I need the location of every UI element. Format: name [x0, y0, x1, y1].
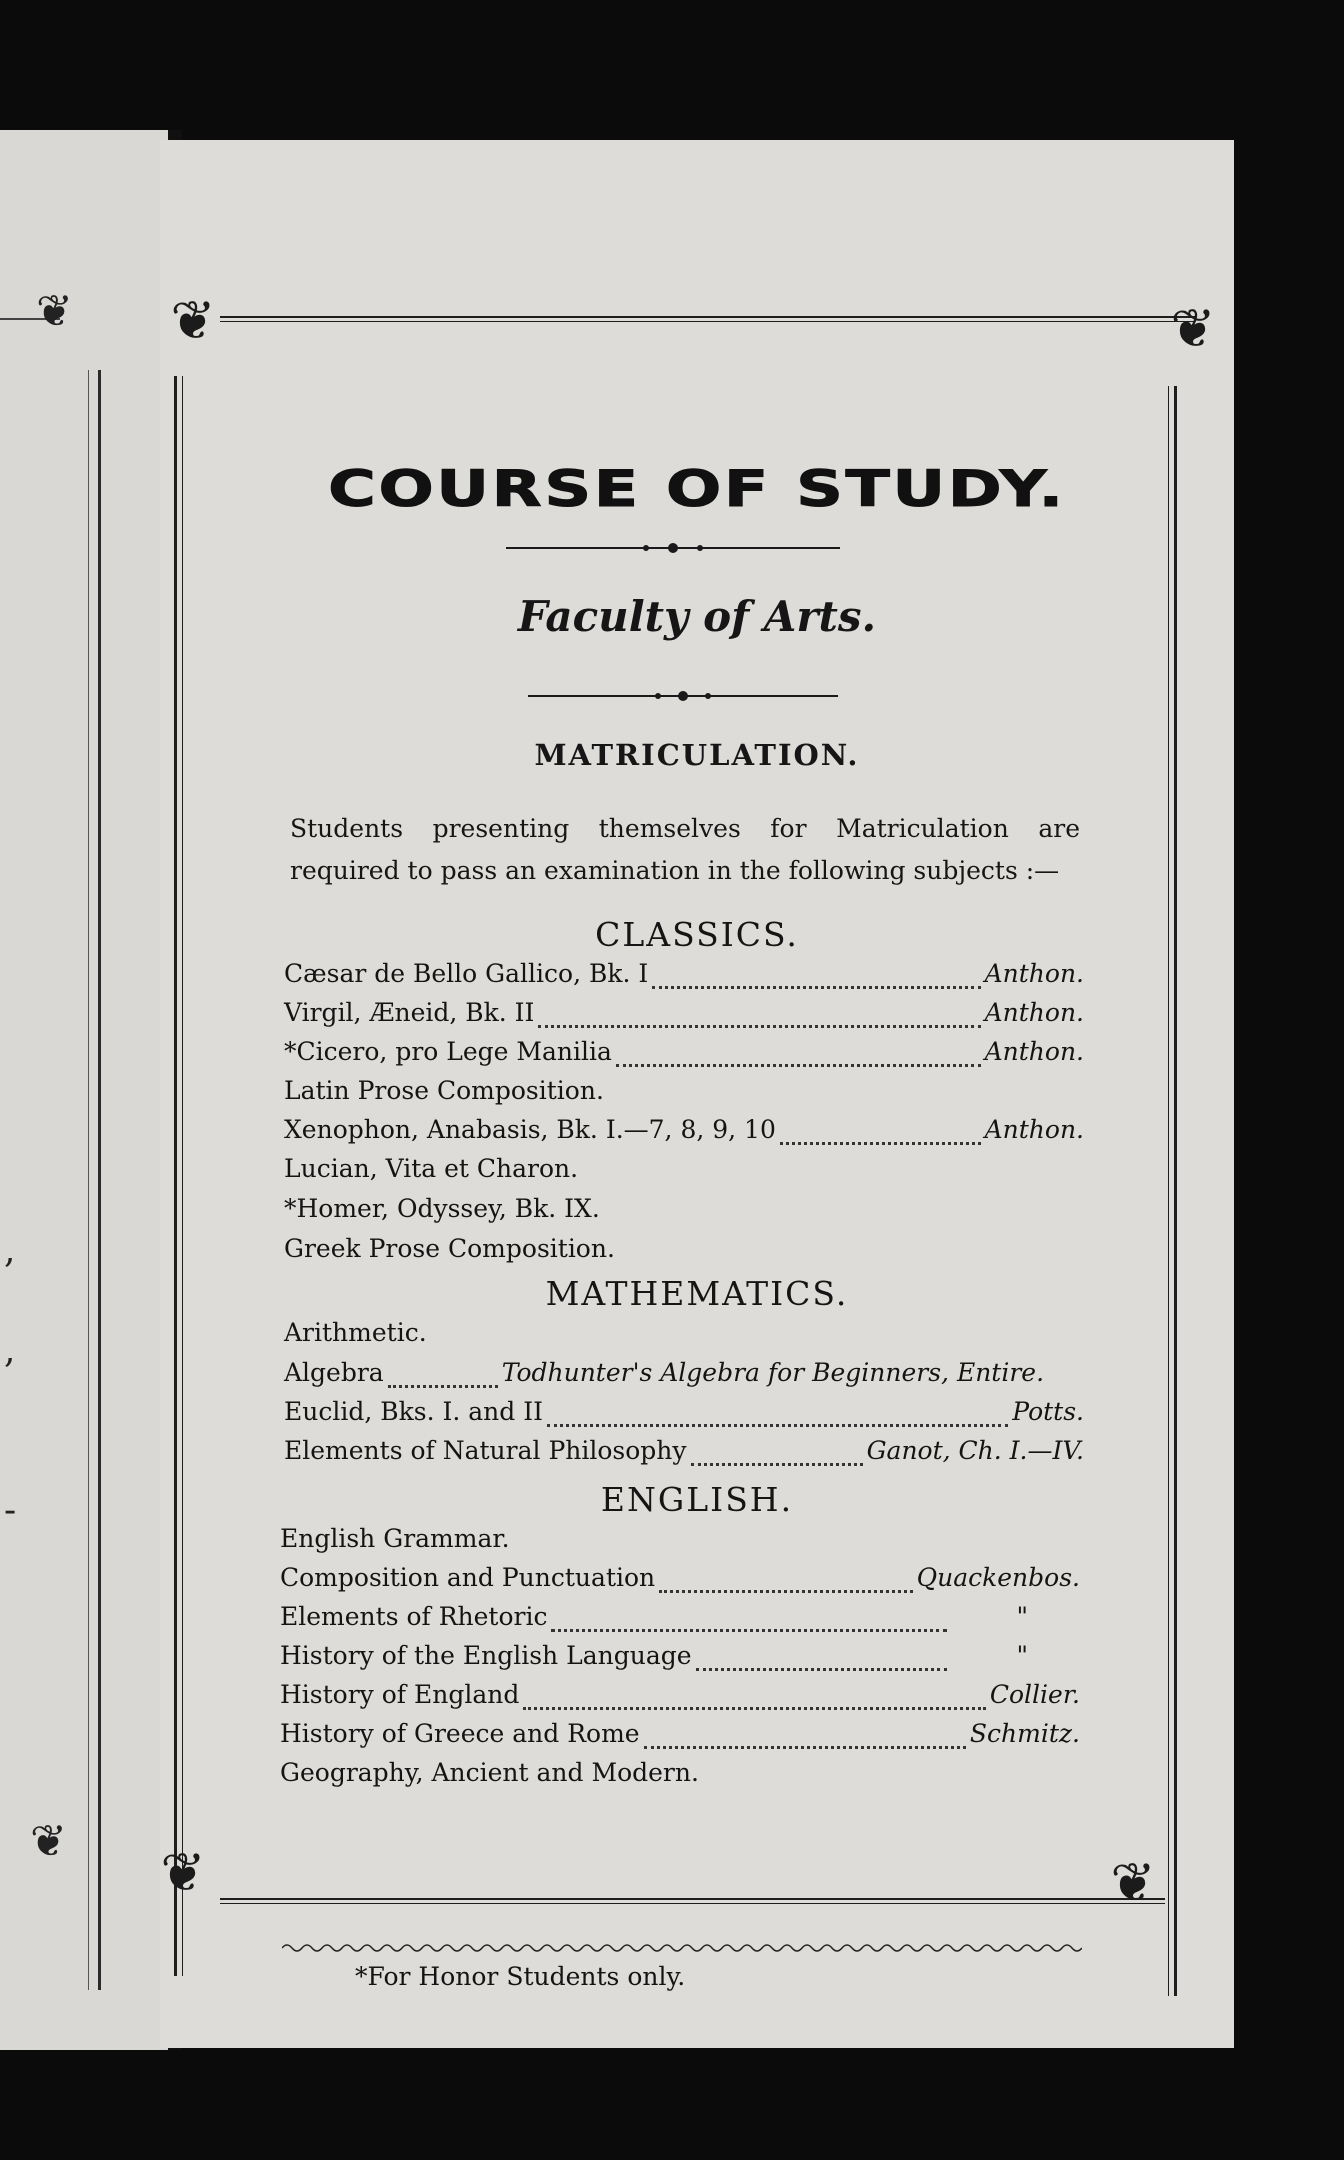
subject-name: English Grammar.	[280, 1524, 510, 1553]
subject-name: Greek Prose Composition.	[284, 1234, 615, 1263]
faculty-rule-ornament	[528, 690, 838, 702]
dot-leader	[659, 1580, 912, 1593]
subject-author: Collier.	[989, 1680, 1080, 1709]
subject-name: *Cicero, pro Lege Manilia	[284, 1037, 612, 1066]
list-item	[284, 955, 1084, 993]
dot-leader	[388, 1375, 498, 1388]
list-item	[284, 1072, 1084, 1110]
list-item	[280, 1676, 1080, 1714]
subject-name: Latin Prose Composition.	[284, 1076, 604, 1105]
footnote: *For Honor Students only.	[355, 1962, 686, 1991]
list-item	[284, 1314, 1084, 1352]
mathematics-heading: MATHEMATICS.	[545, 1274, 849, 1313]
document-page	[160, 140, 1234, 2048]
classics-heading: CLASSICS.	[595, 915, 799, 954]
subject-author: Schmitz.	[969, 1719, 1080, 1748]
list-item	[280, 1754, 1080, 1792]
frame-top-rule-inner	[220, 321, 1195, 322]
list-item	[284, 1230, 1084, 1268]
left-page-ornament-icon: ❦	[36, 286, 73, 337]
subject-author: Todhunter's Algebra for Beginners, Entire.	[501, 1358, 1045, 1387]
left-page-mark: ,	[4, 1230, 16, 1271]
corner-ornament-icon: ❦	[1170, 297, 1216, 360]
dot-leader	[644, 1736, 966, 1749]
subject-name: History of the English Language	[280, 1641, 692, 1670]
subject-author: Anthon.	[984, 1037, 1084, 1066]
subject-name: History of England	[280, 1680, 520, 1709]
left-page-border	[98, 370, 101, 1990]
title-rule-ornament	[506, 542, 840, 554]
subject-author: Quackenbos.	[916, 1563, 1080, 1592]
frame-bottom-rule-inner	[220, 1903, 1165, 1904]
list-item	[280, 1637, 1080, 1675]
subject-author: Anthon.	[984, 998, 1084, 1027]
list-item	[284, 1354, 1084, 1392]
page-title: COURSE OF STUDY.	[328, 460, 1066, 518]
list-item	[280, 1559, 1080, 1597]
subject-name: Elements of Rhetoric	[280, 1602, 548, 1631]
subject-author: Potts.	[1012, 1397, 1084, 1426]
list-item	[284, 994, 1084, 1032]
subject-name: Arithmetic.	[284, 1318, 427, 1347]
subject-author: Anthon.	[984, 1115, 1084, 1144]
subject-name: History of Greece and Rome	[280, 1719, 640, 1748]
wavy-divider	[282, 1942, 1082, 1954]
frame-bottom-rule	[220, 1898, 1165, 1900]
subject-name: Cæsar de Bello Gallico, Bk. I	[284, 959, 649, 988]
left-page-mark: -	[4, 1490, 17, 1531]
dot-leader	[652, 976, 980, 989]
dot-leader	[691, 1453, 863, 1466]
list-item	[284, 1033, 1084, 1071]
subject-author: "	[1016, 1641, 1028, 1670]
subject-name: Euclid, Bks. I. and II	[284, 1397, 543, 1426]
list-item	[284, 1432, 1084, 1470]
english-heading: ENGLISH.	[600, 1480, 794, 1519]
left-page-border-inner	[88, 370, 89, 1990]
corner-ornament-icon: ❦	[170, 289, 216, 352]
subject-name: Composition and Punctuation	[280, 1563, 656, 1592]
subject-name: Lucian, Vita et Charon.	[284, 1154, 579, 1183]
matriculation-heading: MATRICULATION.	[534, 738, 860, 772]
subject-name: Virgil, Æneid, Bk. II	[284, 998, 535, 1027]
corner-ornament-icon: ❦	[160, 1841, 206, 1904]
subject-name: Elements of Natural Philosophy	[284, 1436, 687, 1465]
dot-leader	[616, 1054, 981, 1067]
frame-top-rule	[220, 316, 1195, 318]
subject-name: Geography, Ancient and Modern.	[280, 1758, 699, 1787]
left-page-fragment	[0, 130, 168, 2050]
list-item	[284, 1111, 1084, 1149]
intro-paragraph: Students presenting themselves for Matriculation are required to pass an examination in the following subjects :—	[290, 814, 1080, 885]
dot-leader	[538, 1015, 980, 1028]
dot-leader	[551, 1619, 946, 1632]
corner-ornament-icon: ❦	[1110, 1851, 1156, 1914]
subject-author: "	[1016, 1602, 1028, 1631]
list-item	[284, 1150, 1084, 1188]
subject-name: Algebra	[284, 1358, 384, 1387]
subject-author: Anthon.	[984, 959, 1084, 988]
subject-author: Ganot, Ch. I.—IV.	[866, 1436, 1084, 1465]
list-item	[284, 1190, 1084, 1228]
list-item	[280, 1715, 1080, 1753]
subject-name: Xenophon, Anabasis, Bk. I.—7, 8, 9, 10	[284, 1115, 776, 1144]
list-item	[284, 1393, 1084, 1431]
dot-leader	[696, 1658, 947, 1671]
dot-leader	[780, 1132, 981, 1145]
subject-name: *Homer, Odyssey, Bk. IX.	[284, 1194, 600, 1223]
dot-leader	[547, 1414, 1008, 1427]
faculty-heading: Faculty of Arts.	[517, 592, 877, 641]
left-page-ornament-icon: ❦	[30, 1816, 67, 1867]
list-item	[280, 1598, 1080, 1636]
left-page-mark: ,	[4, 1330, 16, 1371]
list-item	[280, 1520, 1080, 1558]
dot-leader	[523, 1697, 986, 1710]
